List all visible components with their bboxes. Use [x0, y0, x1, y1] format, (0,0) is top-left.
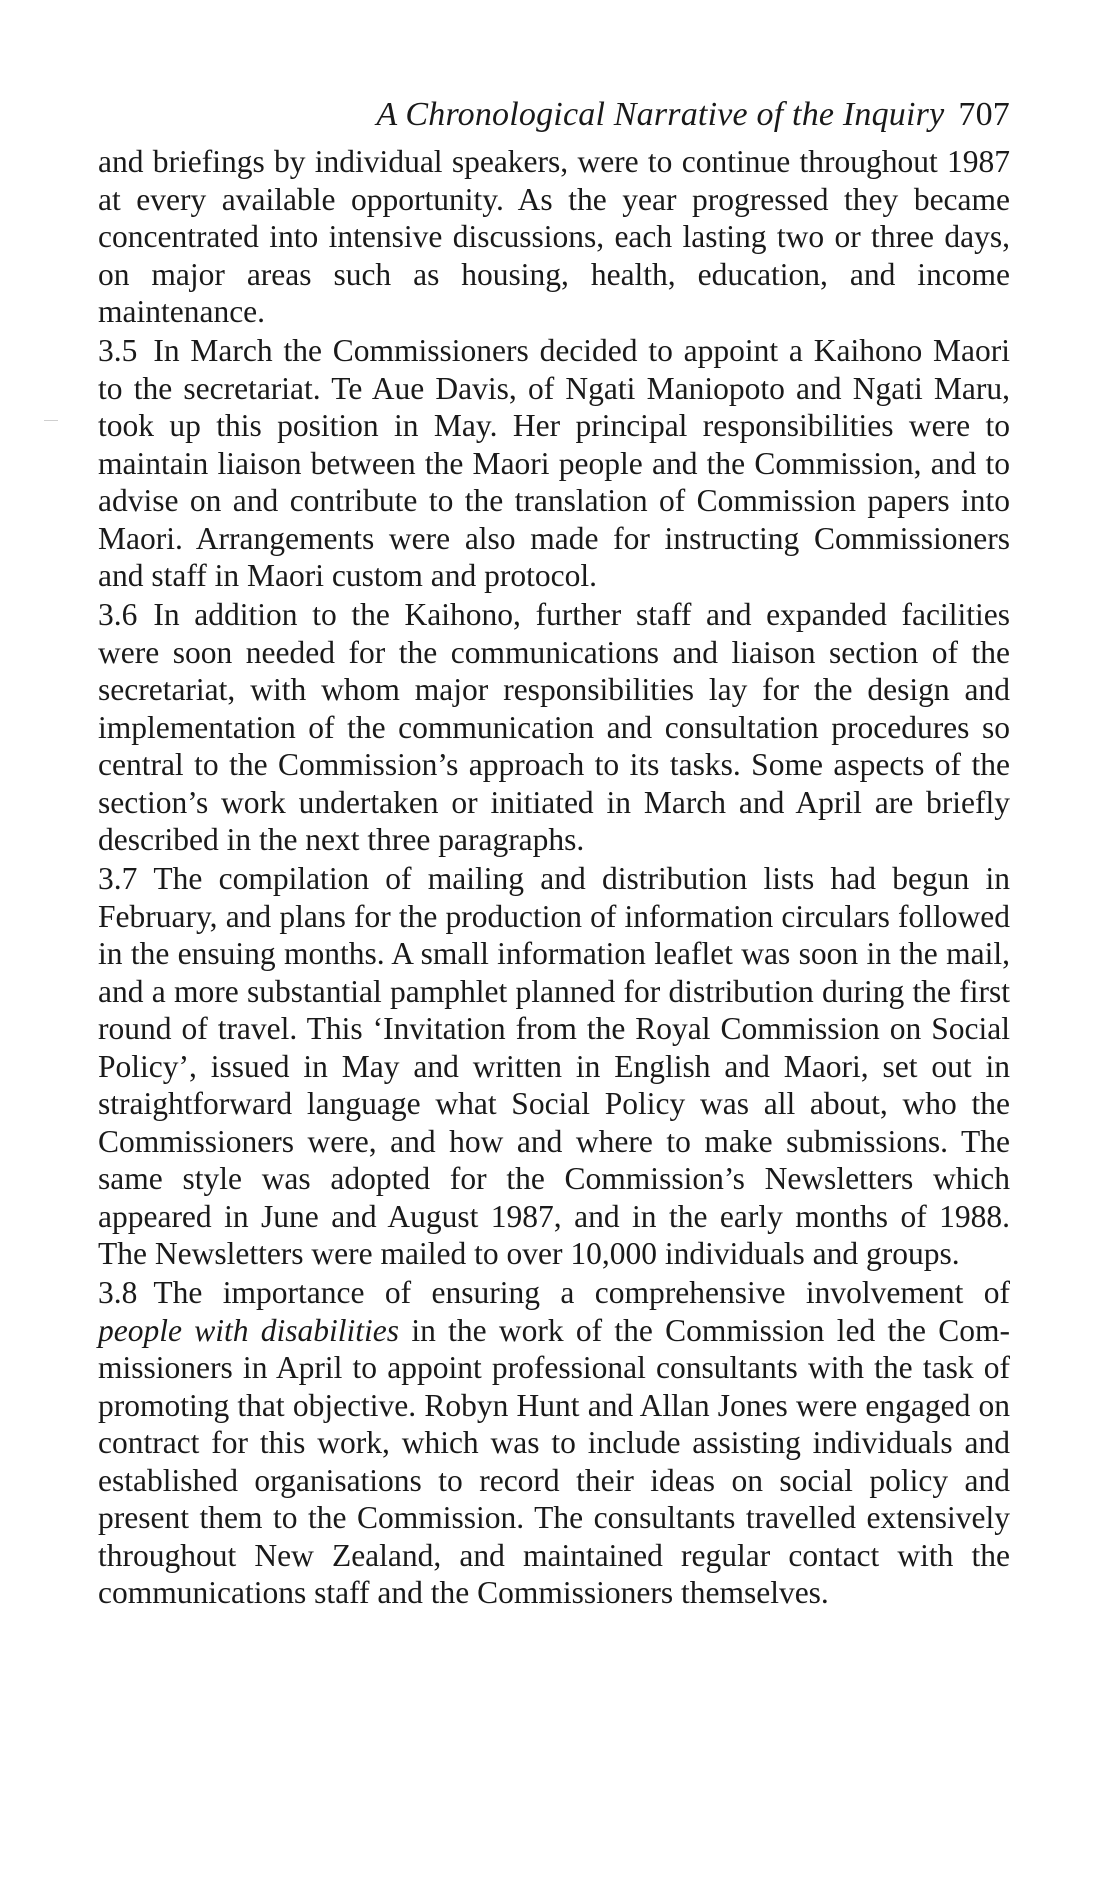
paragraph-text: and briefings by individual speakers, were to continue throughout 1987 at every available opportunity. As the year progressed they became concentrated into intensive discussions, each lasting two or three days, on major areas such as housing, health, education, and income maintenance. — [98, 144, 1010, 329]
body-text — [98, 143, 1010, 1612]
paragraph-continued — [98, 143, 1010, 331]
paragraph-text: In addition to the Kaihono, further staff and expanded facilities were soon needed for the communications and liaison section of the secretariat, with whom major responsibilities lay for the design and implementation of the communication and consultation procedures so central to the Commission’s approach to its tasks. Some aspects of the section’s work undertaken or initiated in March and April are briefly described in the next three paragraphs. — [98, 597, 1010, 857]
paragraph-3-7 — [98, 860, 1010, 1273]
paragraph-3-8 — [98, 1274, 1010, 1612]
chapter-title: A Chronological Narrative of the Inquiry — [376, 96, 945, 133]
paragraph-3-6 — [98, 596, 1010, 859]
document-page — [98, 95, 1010, 1613]
paragraph-text: The compilation of mailing and distribution lists had begun in February, and plans for the production of information circulars followed in the ensuing months. A small information leaflet was soon in the mail, and a more substantial pamphlet planned for distribution during the first round of travel. This ‘Invitation from the Royal Commission on Social Policy’, issued in May and written in English and Maori, set out in straightforward language what Social Policy was all about, who the Commissioners were, and how and where to make submissions. The same style was adopted for the Commission’s Newsletters which appeared in June and August 1987, and in the early months of 1988. The Newsletters were mailed to over 10,000 individuals and groups. — [98, 861, 1010, 1271]
paragraph-text-end: in the work of the Commission led the Commissioners in April to appoint professional consultants with the task of promoting that objective. Robyn Hunt and Allan Jones were engaged on contract for this work, which was to include assisting individuals and established organisations to record their ideas on social policy and present them to the Commission. The consultants travelled extensively throughout New Zealand, and maintained regular contact with the communications staff and the Commissioners themselves. — [98, 1312, 1010, 1610]
paragraph-text-start: The importance of ensuring a comprehensive involvement of — [153, 1275, 1010, 1310]
paragraph-text: In March the Commissioners decided to appoint a Kaihono Maori to the secretariat. Te Aue Davis, of Ngati Maniopoto and Ngati Maru, took up this position in May. Her principal responsibilities were to maintain liaison between the Maori people and the Commission, and to advise on and contribute to the translation of Commission papers into Maori. Arrangements were also made for instructing Commissioners and staff in Maori custom and protocol. — [98, 333, 1010, 593]
paragraph-number: 3.8 — [98, 1275, 138, 1310]
paragraph-number: 3.7 — [98, 861, 138, 896]
paragraph-text-italic: people with disabilities — [98, 1312, 400, 1348]
paragraph-3-5 — [98, 332, 1010, 595]
margin-mark — [44, 420, 58, 421]
page-number: 707 — [958, 96, 1010, 133]
paragraph-number: 3.5 — [98, 333, 138, 368]
paragraph-number: 3.6 — [98, 597, 138, 632]
running-header — [98, 95, 1010, 143]
